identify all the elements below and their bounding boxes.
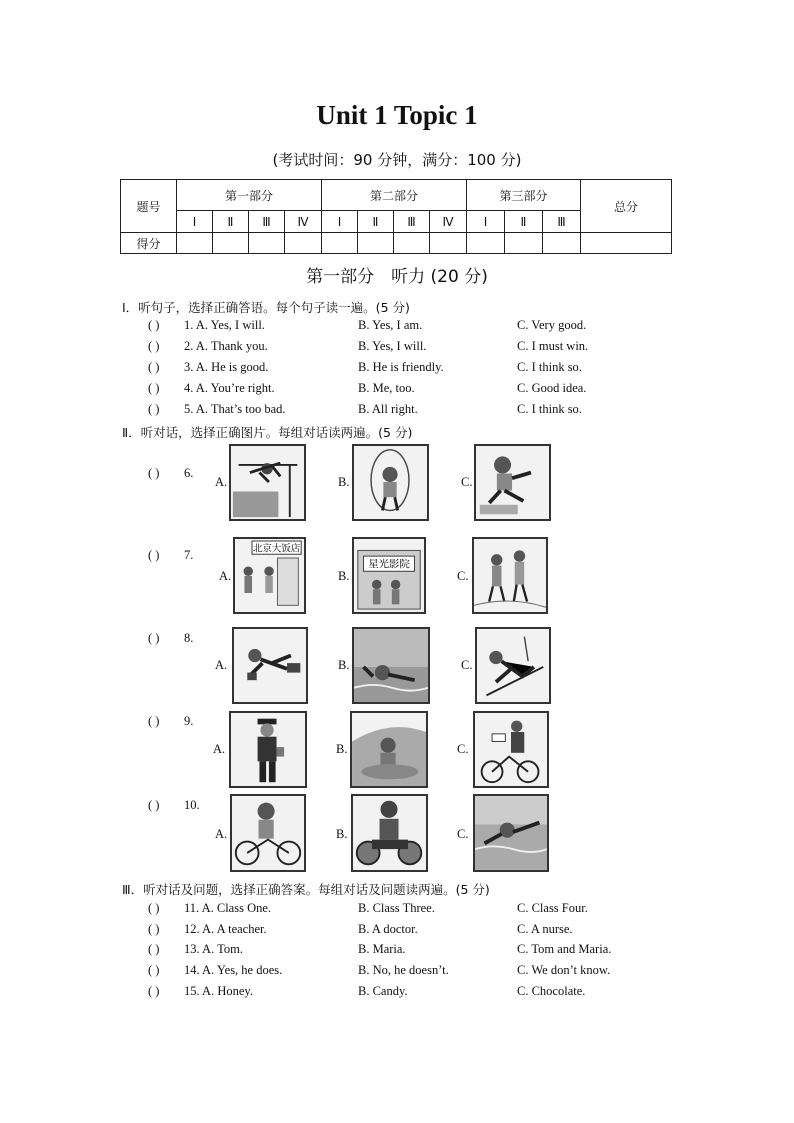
option-b-label: B. — [338, 658, 350, 672]
option-b: B. Me, too. — [358, 381, 415, 395]
col-p2-3: Ⅲ — [394, 211, 430, 233]
option-b: B. Candy. — [358, 984, 408, 998]
option-c: C. I must win. — [517, 339, 589, 353]
col-p1-4: Ⅳ — [285, 211, 322, 233]
col-p3-2: Ⅱ — [505, 211, 543, 233]
score-cell[interactable] — [467, 233, 505, 254]
driving-picture[interactable] — [350, 711, 428, 788]
question-row — [148, 339, 708, 357]
answer-blank[interactable]: ( ) — [148, 402, 160, 416]
col-p1-3: Ⅲ — [249, 211, 285, 233]
score-cell[interactable] — [322, 233, 358, 254]
option-c: C. Chocolate. — [517, 984, 586, 998]
option-c: C. Good idea. — [517, 381, 587, 395]
option-c-label: C. — [461, 475, 473, 489]
col-p3-3: Ⅲ — [543, 211, 581, 233]
option-a: 14. A. Yes, he does. — [184, 963, 283, 977]
col-p1-2: Ⅱ — [213, 211, 249, 233]
option-b: B. He is friendly. — [358, 360, 444, 374]
cinema-picture[interactable] — [352, 537, 426, 614]
hotel-sign-text: 北京大饭店 — [252, 543, 301, 555]
score-cell[interactable] — [394, 233, 430, 254]
option-c: C. We don’t know. — [517, 963, 611, 977]
option-c: C. Class Four. — [517, 901, 588, 915]
col-p3-1: Ⅰ — [467, 211, 505, 233]
skating-picture[interactable] — [232, 627, 308, 704]
option-c-label: C. — [457, 827, 469, 841]
answer-blank[interactable]: ( ) — [148, 942, 160, 956]
answer-blank[interactable]: ( ) — [148, 360, 160, 374]
option-c: C. Tom and Maria. — [517, 942, 612, 956]
swimming-pool-picture[interactable] — [352, 627, 430, 704]
answer-blank[interactable]: ( ) — [148, 984, 160, 998]
score-cell[interactable] — [505, 233, 543, 254]
question-row — [148, 402, 708, 420]
page-title: Unit 1 Topic 1 — [316, 100, 478, 130]
question-row — [148, 318, 708, 336]
motorcycle-picture[interactable] — [351, 794, 428, 872]
answer-blank[interactable]: ( ) — [148, 631, 160, 645]
high-jump-picture[interactable] — [229, 444, 306, 521]
option-c-label: C. — [457, 569, 469, 583]
score-cell[interactable] — [543, 233, 581, 254]
score-table — [120, 179, 672, 254]
answer-blank[interactable]: ( ) — [148, 798, 160, 812]
option-c-label: C. — [457, 742, 469, 756]
answer-blank[interactable]: ( ) — [148, 963, 160, 977]
option-c: C. I think so. — [517, 360, 582, 374]
score-cell[interactable] — [430, 233, 467, 254]
col-p1-1: Ⅰ — [177, 211, 213, 233]
answer-blank[interactable]: ( ) — [148, 466, 160, 480]
total-score-cell[interactable] — [581, 233, 672, 254]
answer-blank[interactable]: ( ) — [148, 901, 160, 915]
question-row — [148, 984, 708, 1002]
col-p2-1: Ⅰ — [322, 211, 358, 233]
long-jump-picture[interactable] — [474, 444, 551, 521]
option-b: B. Maria. — [358, 942, 406, 956]
question-row — [148, 963, 708, 981]
option-c-label: C. — [461, 658, 473, 672]
option-b: B. All right. — [358, 402, 418, 416]
cinema-sign-text: 星光影院 — [368, 558, 410, 571]
option-a-label: A. — [219, 569, 232, 583]
option-b: B. A doctor. — [358, 922, 418, 936]
option-a-label: A. — [215, 475, 228, 489]
option-a: 3. A. He is good. — [184, 360, 269, 374]
option-c: C. Very good. — [517, 318, 587, 332]
answer-blank[interactable]: ( ) — [148, 714, 160, 728]
exam-info: (考试时间：90 分钟，满分：100 分) — [272, 151, 522, 169]
policeman-picture[interactable] — [229, 711, 307, 788]
option-a: 1. A. Yes, I will. — [184, 318, 265, 332]
option-c: C. A nurse. — [517, 922, 573, 936]
part3-heading: Ⅲ．听对话及问题，选择正确答案。每组对话及问题读两遍。(5 分) — [122, 882, 490, 897]
question-row — [148, 922, 708, 940]
skiing-picture[interactable] — [475, 627, 551, 704]
option-b-label: B. — [336, 827, 348, 841]
jump-rope-picture[interactable] — [352, 444, 429, 521]
option-b-label: B. — [336, 742, 348, 756]
part-2-header: 第二部分 — [322, 180, 467, 211]
question-row — [148, 942, 708, 960]
swimming-picture[interactable] — [473, 794, 549, 872]
part1-heading: Ⅰ．听句子，选择正确答语。每个句子读一遍。(5 分) — [122, 300, 410, 315]
answer-blank[interactable]: ( ) — [148, 922, 160, 936]
hotel-picture[interactable] — [233, 537, 306, 614]
question-number: 6. — [184, 466, 194, 480]
part2-heading: Ⅱ．听对话，选择正确图片。每组对话读两遍。(5 分) — [122, 425, 413, 440]
option-a: 13. A. Tom. — [184, 942, 243, 956]
option-b: B. Class Three. — [358, 901, 435, 915]
option-a: 15. A. Honey. — [184, 984, 253, 998]
row-label-number: 题号 — [121, 180, 177, 233]
question-row — [148, 381, 708, 399]
option-b-label: B. — [338, 569, 350, 583]
walking-picture[interactable] — [472, 537, 548, 614]
section-title: 第一部分 听力 (20 分) — [306, 267, 488, 287]
option-b: B. Yes, I am. — [358, 318, 423, 332]
total-header: 总分 — [581, 180, 672, 233]
option-a-label: A. — [213, 742, 226, 756]
option-b: B. Yes, I will. — [358, 339, 427, 353]
part-1-header: 第一部分 — [177, 180, 322, 211]
part-3-header: 第三部分 — [467, 180, 581, 211]
question-row — [148, 901, 708, 919]
question-number: 8. — [184, 631, 194, 645]
col-p2-2: Ⅱ — [358, 211, 394, 233]
option-b: B. No, he doesn’t. — [358, 963, 449, 977]
question-number: 10. — [184, 798, 200, 812]
option-b-label: B. — [338, 475, 350, 489]
question-number: 9. — [184, 714, 194, 728]
option-a: 2. A. Thank you. — [184, 339, 268, 353]
option-a-label: A. — [215, 658, 228, 672]
option-a: 12. A. A teacher. — [184, 922, 267, 936]
option-a: 5. A. That’s too bad. — [184, 402, 286, 416]
answer-blank[interactable]: ( ) — [148, 548, 160, 562]
row-label-score: 得分 — [121, 233, 177, 254]
question-number: 7. — [184, 548, 194, 562]
score-cell[interactable] — [213, 233, 249, 254]
question-row — [148, 360, 708, 378]
answer-blank[interactable]: ( ) — [148, 381, 160, 395]
answer-blank[interactable]: ( ) — [148, 318, 160, 332]
answer-blank[interactable]: ( ) — [148, 339, 160, 353]
postman-picture[interactable] — [473, 711, 549, 788]
score-cell[interactable] — [358, 233, 394, 254]
option-c: C. I think so. — [517, 402, 582, 416]
option-a: 11. A. Class One. — [184, 901, 272, 915]
score-cell[interactable] — [249, 233, 285, 254]
col-p2-4: Ⅳ — [430, 211, 467, 233]
score-cell[interactable] — [177, 233, 213, 254]
cycling-picture[interactable] — [230, 794, 306, 872]
option-a-label: A. — [215, 827, 228, 841]
option-a: 4. A. You’re right. — [184, 381, 275, 395]
score-cell[interactable] — [285, 233, 322, 254]
